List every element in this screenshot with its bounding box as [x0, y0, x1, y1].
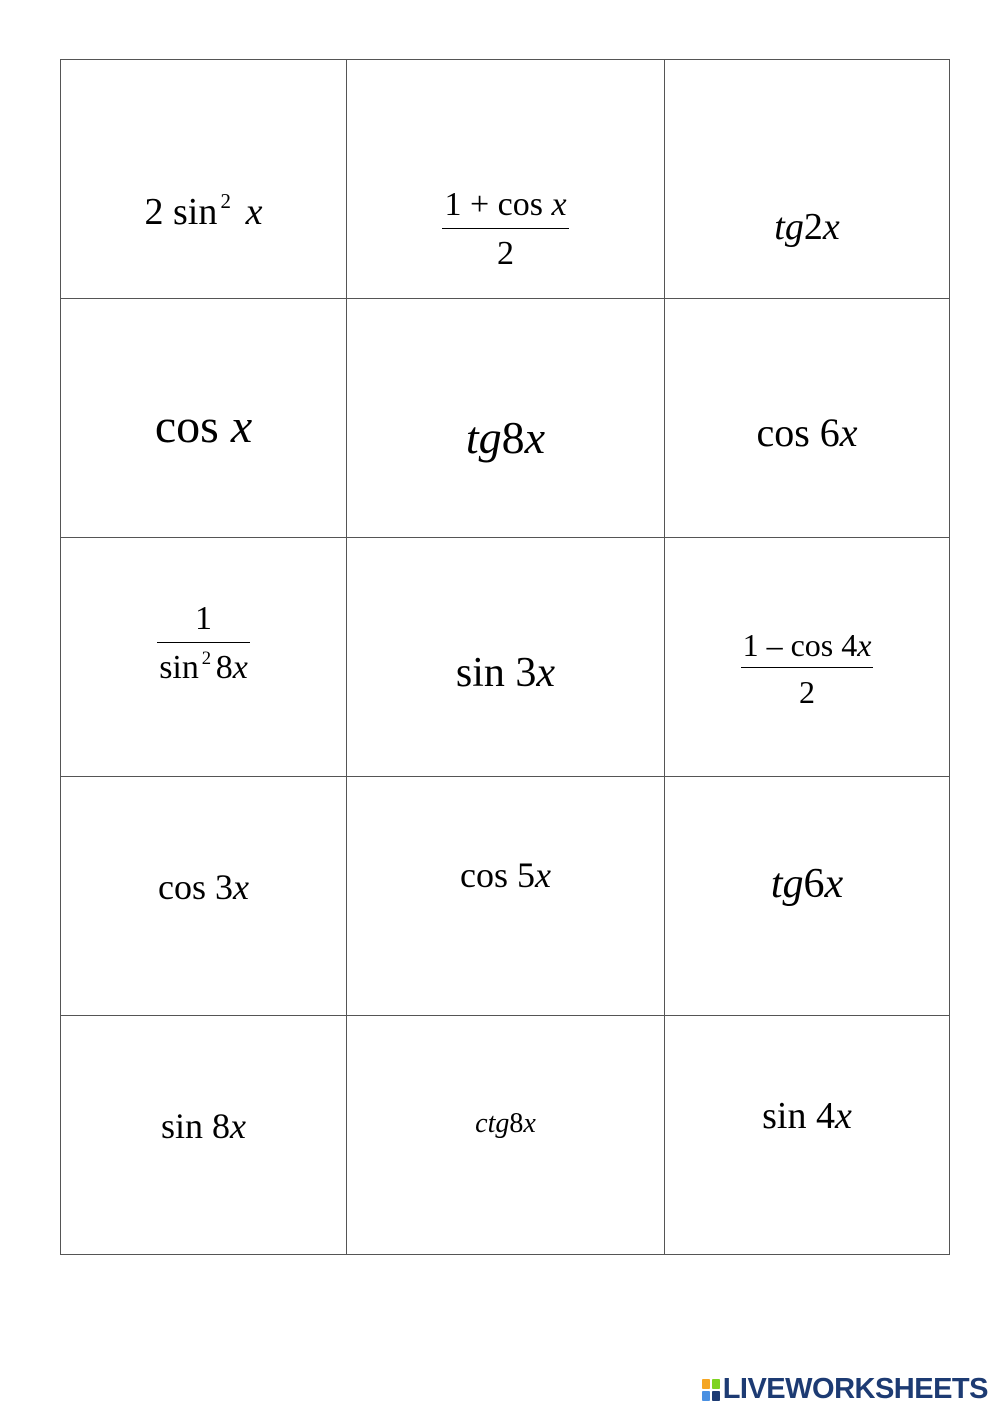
expression [61, 602, 346, 685]
card-row [61, 60, 950, 299]
fraction [442, 188, 568, 271]
variable: x [233, 867, 249, 907]
variable: x [824, 861, 844, 907]
liveworksheets-logo[interactable] [702, 1373, 988, 1406]
card-r3c2[interactable] [665, 777, 950, 1016]
constant: 1 [444, 186, 462, 223]
variable: x [232, 649, 248, 686]
coefficient: 8 [509, 1108, 524, 1139]
card-row [61, 777, 950, 1016]
variable: x [245, 191, 263, 233]
logo-square [702, 1391, 710, 1401]
expression [61, 189, 346, 233]
card-r4c1[interactable] [347, 1016, 665, 1255]
coefficient: 3 [515, 650, 537, 696]
card-r0c1[interactable] [347, 60, 665, 299]
logo-mark-icon [702, 1379, 720, 1401]
operator: – [766, 627, 783, 663]
coefficient: 3 [215, 867, 233, 907]
card-r3c1[interactable] [347, 777, 665, 1016]
card-r2c0[interactable] [61, 538, 347, 777]
function-name: sin [455, 650, 505, 696]
fraction [157, 602, 250, 685]
card-r1c2[interactable] [665, 299, 950, 538]
expression [665, 629, 949, 708]
denominator [157, 647, 250, 686]
function-name: sin [762, 1095, 807, 1137]
function-name: tg [774, 206, 804, 248]
variable: x [523, 1108, 536, 1139]
expression [61, 400, 346, 453]
operator: + [469, 186, 490, 223]
function-name: sin [159, 649, 199, 686]
logo-text: LIVEWORKSHEETS [722, 1373, 988, 1405]
coefficient: 6 [803, 861, 825, 907]
numerator [741, 629, 874, 661]
card-r2c1[interactable] [347, 538, 665, 777]
coefficient: 8 [212, 1106, 231, 1146]
expression [347, 1110, 664, 1138]
card-r1c0[interactable] [61, 299, 347, 538]
card-row [61, 538, 950, 777]
function-name: cos [158, 867, 206, 907]
coefficient: 8 [215, 649, 233, 686]
variable: x [524, 412, 546, 463]
function-name: tg [770, 861, 804, 907]
expression [665, 410, 949, 455]
variable: x [535, 855, 551, 895]
fraction-bar [442, 228, 568, 229]
card-grid [60, 59, 950, 1255]
denominator: 2 [798, 674, 815, 710]
function-name: cos [790, 627, 834, 663]
function-name: ctg [475, 1108, 510, 1139]
variable: x [230, 400, 253, 453]
expression [347, 188, 664, 271]
card-row [61, 1016, 950, 1255]
card-row [61, 299, 950, 538]
logo-square [712, 1379, 720, 1389]
expression [665, 863, 949, 905]
expression [665, 1097, 949, 1135]
coefficient: 6 [819, 410, 840, 455]
coefficient: 2 [144, 191, 164, 233]
card-r4c0[interactable] [61, 1016, 347, 1255]
constant: 1 [742, 627, 759, 663]
card-r0c0[interactable] [61, 60, 347, 299]
fraction-bar [741, 667, 874, 668]
variable: x [857, 627, 872, 663]
denominator: 2 [496, 235, 514, 272]
expression [61, 869, 346, 905]
variable: x [834, 1095, 852, 1137]
variable: x [230, 1106, 246, 1146]
function-name: tg [465, 412, 502, 463]
expression [347, 652, 664, 694]
coefficient: 2 [803, 206, 823, 248]
card-r2c2[interactable] [665, 538, 950, 777]
card-r4c2[interactable] [665, 1016, 950, 1255]
expression [347, 412, 664, 463]
expression [347, 857, 664, 893]
exponent: 2 [220, 189, 231, 214]
function-name: sin [161, 1106, 204, 1146]
function-name: cos [154, 400, 219, 453]
card-r3c0[interactable] [61, 777, 347, 1016]
fraction [741, 629, 874, 708]
function-name: cos [497, 186, 543, 223]
numerator: 1 [195, 600, 212, 637]
function-name: cos [460, 855, 508, 895]
variable: x [536, 650, 556, 696]
function-name: sin [172, 191, 218, 233]
variable: x [551, 186, 567, 223]
coefficient: 4 [841, 627, 858, 663]
exponent: 2 [201, 647, 212, 669]
logo-square [712, 1391, 720, 1401]
card-r1c1[interactable] [347, 299, 665, 538]
numerator [442, 188, 568, 222]
coefficient: 8 [501, 412, 525, 463]
expression [61, 1108, 346, 1144]
expression [665, 208, 949, 246]
variable: x [839, 410, 858, 455]
card-r0c2[interactable] [665, 60, 950, 299]
logo-square [702, 1379, 710, 1389]
function-name: cos [756, 410, 810, 455]
variable: x [822, 206, 840, 248]
coefficient: 4 [815, 1095, 835, 1137]
coefficient: 5 [517, 855, 535, 895]
fraction-bar [157, 642, 250, 643]
